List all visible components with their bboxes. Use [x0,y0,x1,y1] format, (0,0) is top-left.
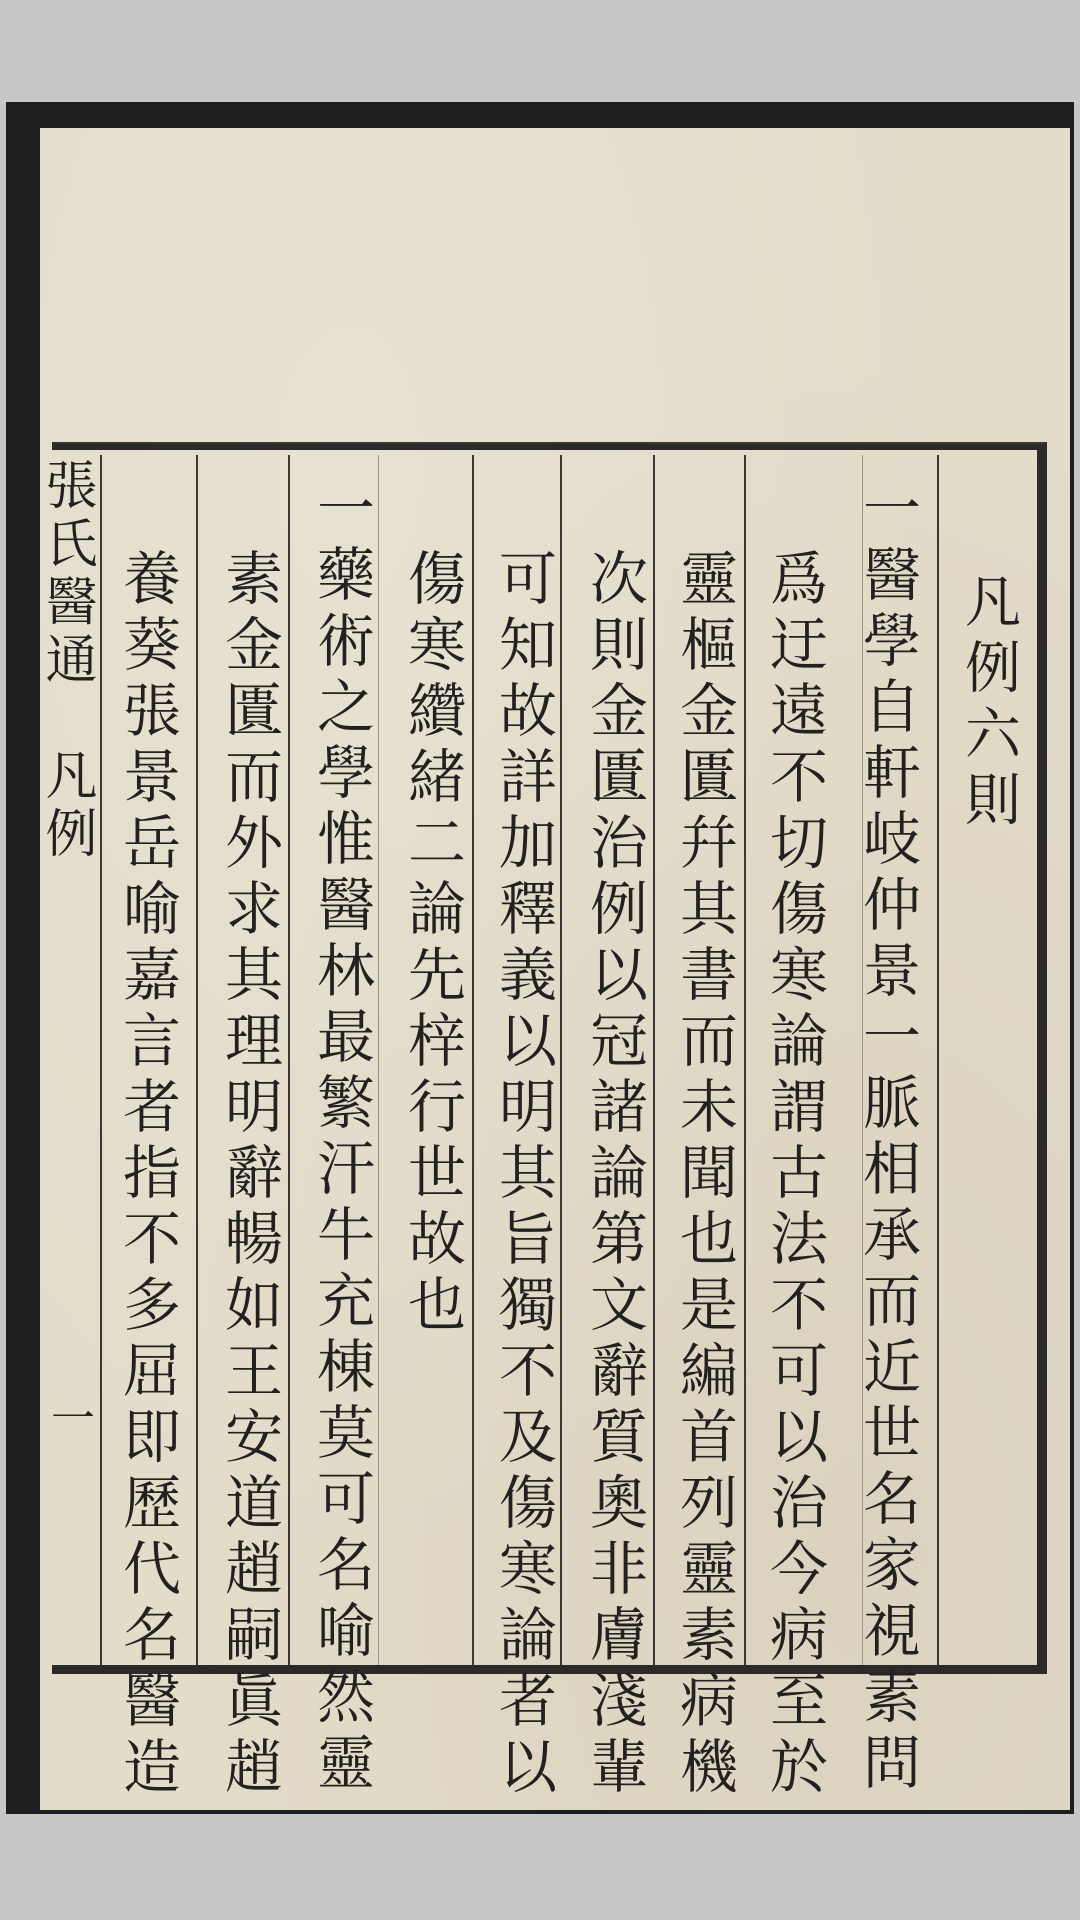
page-number: 一 [43,1395,94,1449]
text-column-8: 素金匱而外求其理明辭暢如王安道趙嗣眞趙 [215,548,283,1802]
margin-label: 張氏醫通 凡例 [36,458,96,864]
text-column-6: 傷寒纘緒二論先梓行世故也 [398,548,466,1340]
text-column-2: 爲迂遠不切傷寒論謂古法不可以治今病至於 [760,548,828,1802]
column-rule [196,455,198,1665]
column-rule [653,455,655,1665]
text-column-7: 一藥術之學惟醫林最繁汗牛充棟莫可名喻然靈 [307,478,375,1798]
section-title: 凡例六則 [956,572,1021,836]
text-column-4: 次則金匱治例以冠諸論第文辭質奧非膚淺輩 [580,548,648,1802]
column-rule [378,455,379,1665]
column-rule [472,455,474,1665]
column-rule [100,455,102,1665]
text-column-9: 養葵張景岳喻嘉言者指不多屈即歷代名醫造 [113,548,181,1802]
column-rule [744,455,746,1665]
text-column-5: 可知故詳加釋義以明其旨獨不及傷寒論者以 [489,548,557,1802]
text-column-3: 靈樞金匱幷其書而未聞也是編首列靈素病機 [670,548,738,1802]
top-border-rule [55,442,1045,444]
column-rule [288,455,290,1665]
column-rule [560,455,562,1665]
text-column-1: 一醫學自軒岐仲景一脈相承而近世名家視素問 [853,478,921,1798]
column-rule [937,455,939,1665]
